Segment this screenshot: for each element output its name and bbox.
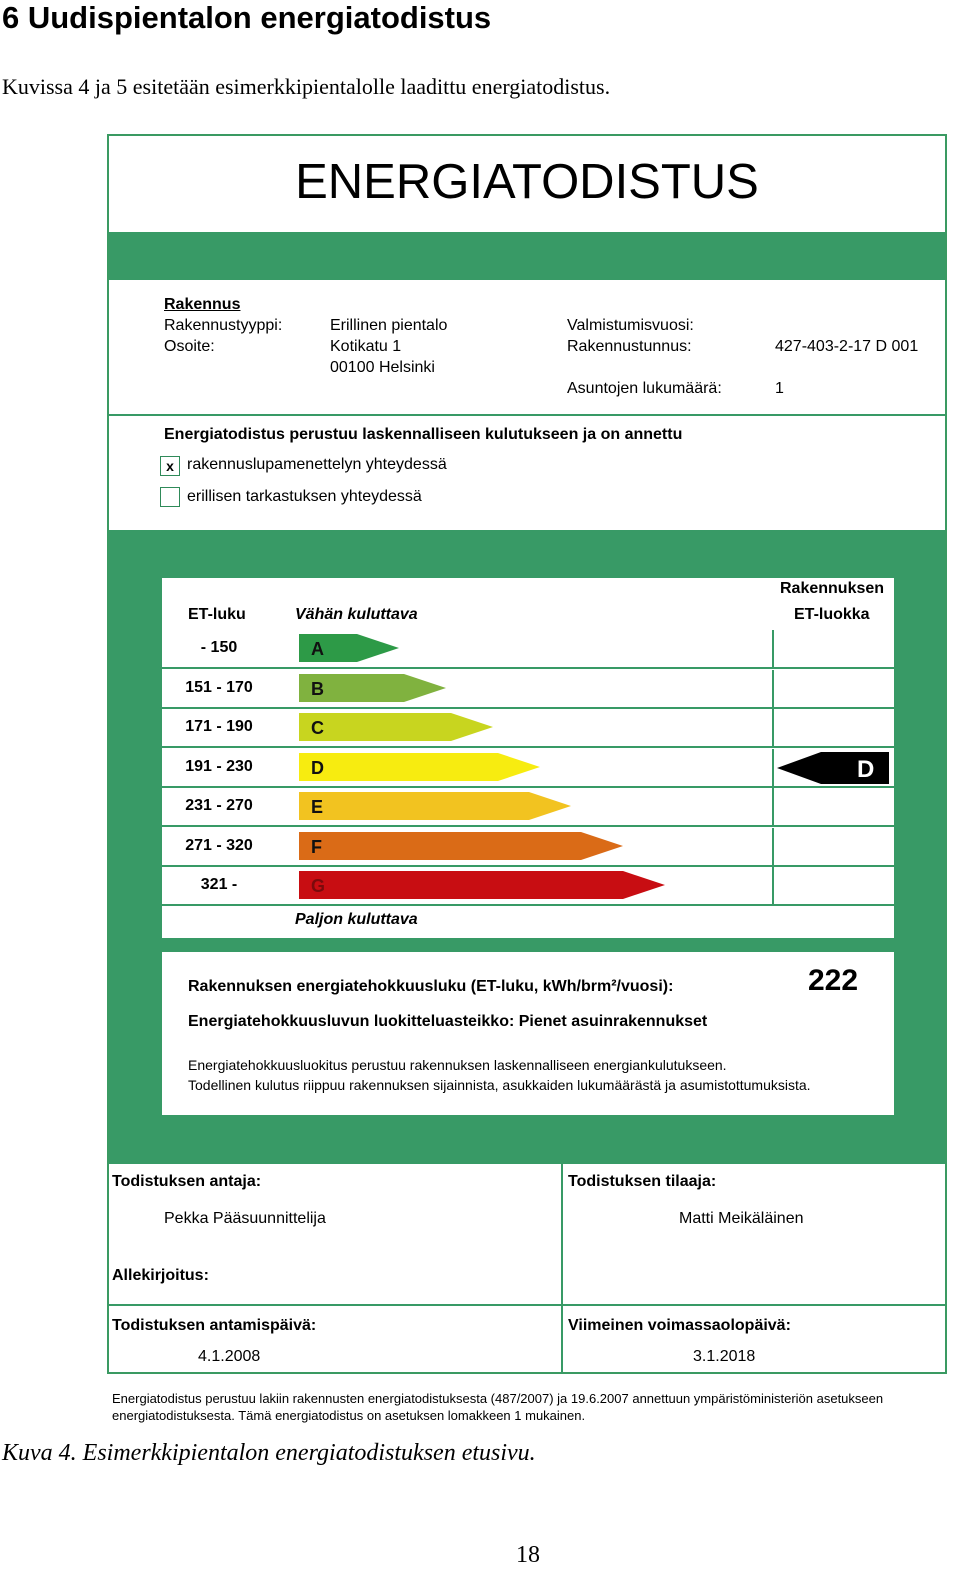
energy-class-letter: E — [311, 797, 324, 817]
scale-row-e — [162, 788, 894, 827]
address-label: Osoite: — [164, 338, 215, 355]
energy-class-letter: D — [311, 757, 324, 778]
et-range-label: 151 - 170 — [185, 678, 253, 696]
et-range-label: - 150 — [200, 639, 238, 656]
building-id-value: 427-403-2-17 D 001 — [775, 338, 919, 355]
column-divider — [772, 630, 774, 669]
row-divider — [774, 904, 894, 906]
et-value-label: Rakennuksen energiatehokkuusluku (ET-luku, kWh/brm²/vuosi): — [188, 978, 674, 995]
column-divider — [772, 670, 774, 709]
issuer-label: Todistuksen antaja: — [112, 1173, 262, 1190]
rating-note-1: Energiatehokkuusluokitus perustuu rakennuksen laskennalliseen energiankulutukseen. — [188, 1057, 727, 1073]
client-value: Matti Meikäläinen — [679, 1210, 804, 1227]
divider — [109, 414, 945, 416]
issuer-value: Pekka Pääsuunnittelija — [164, 1210, 326, 1227]
energy-class-arrow-f — [299, 832, 623, 860]
column-divider — [772, 828, 774, 867]
building-class-header-line2: ET-luokka — [794, 606, 870, 623]
arrow-shape — [299, 871, 665, 899]
building-id-label: Rakennustunnus: — [567, 338, 692, 355]
arrow-shape — [299, 832, 623, 860]
energy-certificate — [107, 134, 947, 1374]
energy-class-letter: F — [311, 836, 322, 857]
building-section-label: Rakennus — [164, 296, 241, 313]
apartments-label: Asuntojen lukumäärä: — [567, 380, 722, 397]
year-label: Valmistumisvuosi: — [567, 317, 694, 334]
et-range-label: 321 - — [200, 876, 238, 893]
building-type-value: Erillinen pientalo — [330, 317, 448, 334]
signature-label: Allekirjoitus: — [112, 1267, 209, 1284]
address-line2: 00100 Helsinki — [330, 359, 435, 376]
scale-panel — [162, 578, 894, 938]
green-band — [109, 232, 945, 280]
et-range-label: 231 - 270 — [185, 797, 253, 814]
legal-note-line2: energiatodistuksesta. Tämä energiatodistus on asetuksen lomakkeen 1 mukainen. — [112, 1408, 586, 1423]
et-value: 222 — [808, 964, 859, 997]
scale-row-b — [162, 670, 894, 709]
scale-row-a — [162, 630, 894, 669]
column-divider — [772, 709, 774, 748]
energy-class-arrow-a — [299, 634, 399, 662]
option-building-permit-label: rakennuslupamenettelyn yhteydessä — [187, 456, 447, 473]
scale-row-g — [162, 867, 894, 906]
column-divider — [561, 1304, 563, 1374]
intro-paragraph: Kuvissa 4 ja 5 esitetään esimerkkipientalolle laadittu energiatodistus. — [2, 74, 611, 99]
energy-class-letter: G — [311, 876, 326, 896]
scale-row-f — [162, 828, 894, 867]
building-class-header-line1: Rakennuksen — [780, 580, 885, 597]
arrow-shape — [299, 792, 571, 820]
basis-title: Energiatodistus perustuu laskennalliseen kulutukseen ja on annettu — [164, 426, 683, 443]
issue-date-label: Todistuksen antamispäivä: — [112, 1317, 317, 1334]
checkbox-building-permit[interactable]: x — [160, 456, 180, 476]
energy-class-arrow-b — [299, 674, 446, 702]
section-heading: 6 Uudispientalon energiatodistus — [2, 0, 492, 35]
et-range-label: 171 - 190 — [185, 718, 253, 735]
scale-area — [109, 530, 945, 1164]
energy-class-letter: B — [311, 678, 324, 699]
column-divider — [561, 1164, 563, 1304]
arrow-shape — [299, 713, 493, 741]
building-class-letter: D — [857, 755, 875, 783]
arrow-shape — [299, 753, 540, 781]
summary-panel — [162, 952, 894, 1115]
checkbox-separate-inspection[interactable] — [160, 487, 180, 507]
address-line1: Kotikatu 1 — [330, 338, 402, 355]
building-class-indicator — [777, 752, 889, 784]
energy-class-arrow-g — [299, 871, 665, 899]
divider — [109, 1304, 945, 1306]
et-range-label: 271 - 320 — [185, 836, 253, 854]
low-consumption-label: Vähän kuluttava — [295, 606, 418, 623]
row-divider — [162, 904, 772, 906]
option-separate-inspection-label: erillisen tarkastuksen yhteydessä — [187, 488, 422, 505]
valid-until-label: Viimeinen voimassaolopäivä: — [568, 1317, 791, 1334]
certificate-title: ENERGIATODISTUS — [295, 155, 759, 209]
energy-class-arrow-d — [299, 753, 540, 781]
energy-class-arrow-c — [299, 713, 493, 741]
scale-row-d — [162, 749, 894, 788]
issue-date-value: 4.1.2008 — [198, 1348, 261, 1365]
page-number: 18 — [516, 1542, 540, 1568]
energy-class-arrow-e — [299, 792, 571, 820]
scale-type-label: Energiatehokkuusluvun luokitteluasteikko: Pienet asuinrakennukset — [188, 1013, 708, 1030]
scale-row-c — [162, 709, 894, 748]
column-divider — [772, 749, 774, 788]
apartments-value: 1 — [775, 380, 784, 397]
legal-note-line1: Energiatodistus perustuu lakiin rakennusten energiatodistuksesta (487/2007) ja 19.6.2007 annettuun ympäristöministeriön asetukseen — [112, 1391, 884, 1406]
energy-class-letter: A — [311, 639, 324, 659]
valid-until-value: 3.1.2018 — [693, 1348, 756, 1365]
energy-class-letter: C — [311, 718, 324, 738]
et-range-label: 191 - 230 — [185, 757, 253, 775]
high-consumption-label: Paljon kuluttava — [295, 911, 418, 928]
figure-caption: Kuva 4. Esimerkkipientalon energiatodistuksen etusivu. — [2, 1440, 536, 1466]
et-header: ET-luku — [188, 606, 246, 623]
building-type-label: Rakennustyyppi: — [164, 317, 283, 334]
rating-note-2: Todellinen kulutus riippuu rakennuksen sijainnista, asukkaiden lukumäärästä ja asumistottumuksista. — [188, 1077, 811, 1093]
column-divider — [772, 788, 774, 827]
client-label: Todistuksen tilaaja: — [568, 1173, 717, 1190]
column-divider — [772, 867, 774, 906]
